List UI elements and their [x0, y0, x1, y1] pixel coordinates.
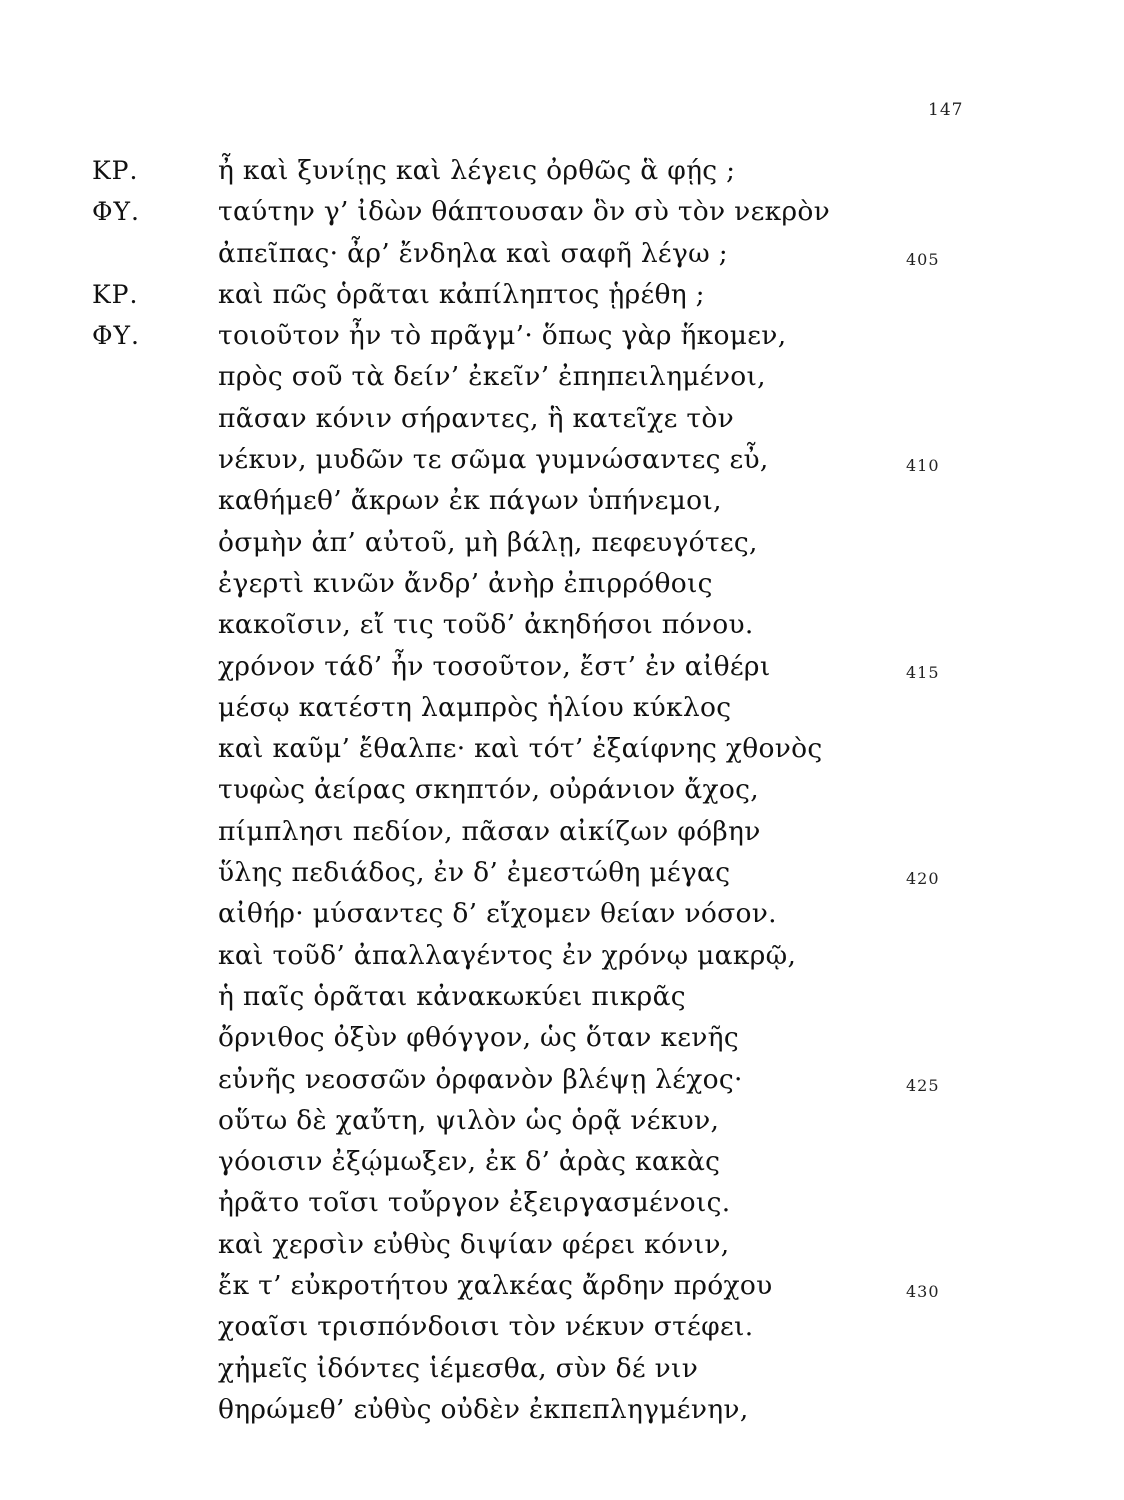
verse-line [0, 480, 1124, 521]
verse-line [0, 687, 1124, 728]
verse-line-text: ἡ παῖς ὁρᾶται κἀνακωκύει πικρᾶς [218, 980, 686, 1012]
verse-line [0, 1182, 1124, 1223]
speaker-label: ΦΥ. [92, 197, 140, 227]
verse-line-text: ταύτην γ’ ἰδὼν θάπτουσαν ὃν σὺ τὸν νεκρὸν [218, 196, 831, 228]
verse-line [0, 893, 1124, 934]
verse-line-text: οὕτω δὲ χαὔτη, ψιλὸν ὡς ὁρᾷ νέκυν, [218, 1104, 720, 1136]
line-number: 405 [906, 249, 940, 269]
verse-line-text: καὶ καῦμ’ ἔθαλπε· καὶ τότ’ ἐξαίφνης χθονὸς [218, 733, 823, 765]
verse-line [0, 150, 1124, 191]
verse-line [0, 233, 1124, 274]
verse-line-text: μέσῳ κατέστη λαμπρὸς ἡλίου κύκλος [218, 691, 732, 723]
verse-line [0, 1100, 1124, 1141]
verse-line [0, 1265, 1124, 1306]
verse-line [0, 315, 1124, 356]
verse-line [0, 811, 1124, 852]
verse-line-text: κακοῖσιν, εἴ τις τοῦδ’ ἀκηδήσοι πόνου. [218, 609, 754, 641]
verse-line-text: καὶ χερσὶν εὐθὺς διψίαν φέρει κόνιν, [218, 1228, 730, 1260]
verse-line-text: πίμπλησι πεδίον, πᾶσαν αἰκίζων φόβην [218, 815, 761, 847]
verse-line-text: θηρώμεθ’ εὐθὺς οὐδὲν ἐκπεπληγμένην, [218, 1393, 749, 1425]
verse-line [0, 1224, 1124, 1265]
verse-line [0, 522, 1124, 563]
verse-line-text: ὄρνιθος ὀξὺν φθόγγον, ὡς ὅταν κενῆς [218, 1022, 739, 1054]
verse-line [0, 769, 1124, 810]
verse-line [0, 1141, 1124, 1182]
verse-line-text: πᾶσαν κόνιν σήραντες, ἣ κατεῖχε τὸν [218, 402, 734, 434]
verse-line-text: ὀσμὴν ἀπ’ αὐτοῦ, μὴ βάλῃ, πεφευγότες, [218, 526, 758, 558]
verse-line-text: αἰθήρ· μύσαντες δ’ εἴχομεν θείαν νόσον. [218, 898, 777, 930]
speaker-label: ΦΥ. [92, 321, 140, 351]
verse-line [0, 356, 1124, 397]
verse-line-text: εὐνῆς νεοσσῶν ὀρφανὸν βλέψῃ λέχος· [218, 1063, 743, 1095]
verse-text [0, 150, 1124, 1430]
page-number: 147 [928, 100, 964, 120]
line-number: 425 [906, 1075, 940, 1095]
verse-line [0, 646, 1124, 687]
speaker-label: ΚΡ. [92, 156, 139, 185]
verse-line-text: γόοισιν ἐξῴμωξεν, ἐκ δ’ ἀρὰς κακὰς [218, 1146, 721, 1178]
verse-line-text: ἦ καὶ ξυνίῃς καὶ λέγεις ὀρθῶς ἃ φῄς ; [218, 155, 736, 186]
verse-line-text: χοαῖσι τρισπόνδοισι τὸν νέκυν στέφει. [218, 1311, 754, 1343]
verse-line-text: ἠρᾶτο τοῖσι τοὔργον ἐξειργασμένοις. [218, 1187, 731, 1219]
line-number: 415 [906, 662, 940, 682]
verse-line [0, 1017, 1124, 1058]
verse-line [0, 1348, 1124, 1389]
verse-line [0, 935, 1124, 976]
verse-line-text: νέκυν, μυδῶν τε σῶμα γυμνώσαντες εὖ, [218, 444, 769, 476]
verse-line [0, 563, 1124, 604]
verse-line-text: καθήμεθ’ ἄκρων ἐκ πάγων ὑπήνεμοι, [218, 485, 722, 517]
verse-line-text: ἀπεῖπας· ἆρ’ ἔνδηλα καὶ σαφῆ λέγω ; [218, 237, 728, 269]
verse-line-text: τοιοῦτον ἦν τὸ πρᾶγμ’· ὅπως γὰρ ἥκομεν, [218, 320, 787, 352]
verse-line-text: πρὸς σοῦ τὰ δείν’ ἐκεῖν’ ἐπηπειλημένοι, [218, 361, 766, 393]
speaker-label: ΚΡ. [92, 279, 139, 309]
verse-line [0, 274, 1124, 315]
line-number: 410 [906, 456, 940, 476]
verse-line-text: χἠμεῖς ἰδόντες ἱέμεσθα, σὺν δέ νιν [218, 1352, 699, 1384]
verse-line-text: ἐγερτὶ κινῶν ἄνδρ’ ἀνὴρ ἐπιρρόθοις [218, 567, 713, 599]
line-number: 420 [906, 869, 940, 889]
verse-line-text: χρόνον τάδ’ ἦν τοσοῦτον, ἔστ’ ἐν αἰθέρι [218, 650, 771, 682]
verse-line [0, 604, 1124, 645]
verse-line [0, 191, 1124, 232]
verse-line [0, 852, 1124, 893]
line-number: 430 [906, 1282, 940, 1302]
verse-line [0, 1389, 1124, 1430]
verse-line-text: τυφὼς ἀείρας σκηπτόν, οὐράνιον ἄχος, [218, 774, 759, 806]
verse-line-text: ὕλης πεδιάδος, ἐν δ’ ἐμεστώθη μέγας [218, 857, 731, 889]
verse-line [0, 1306, 1124, 1347]
verse-line [0, 439, 1124, 480]
verse-line-text: καὶ πῶς ὁρᾶται κἀπίληπτος ᾑρέθη ; [218, 278, 705, 310]
verse-line [0, 1059, 1124, 1100]
verse-line-text: καὶ τοῦδ’ ἀπαλλαγέντος ἐν χρόνῳ μακρῷ, [218, 939, 797, 971]
verse-line [0, 976, 1124, 1017]
verse-line [0, 398, 1124, 439]
verse-line-text: ἔκ τ’ εὐκροτήτου χαλκέας ἄρδην πρόχου [218, 1270, 773, 1302]
verse-line [0, 728, 1124, 769]
